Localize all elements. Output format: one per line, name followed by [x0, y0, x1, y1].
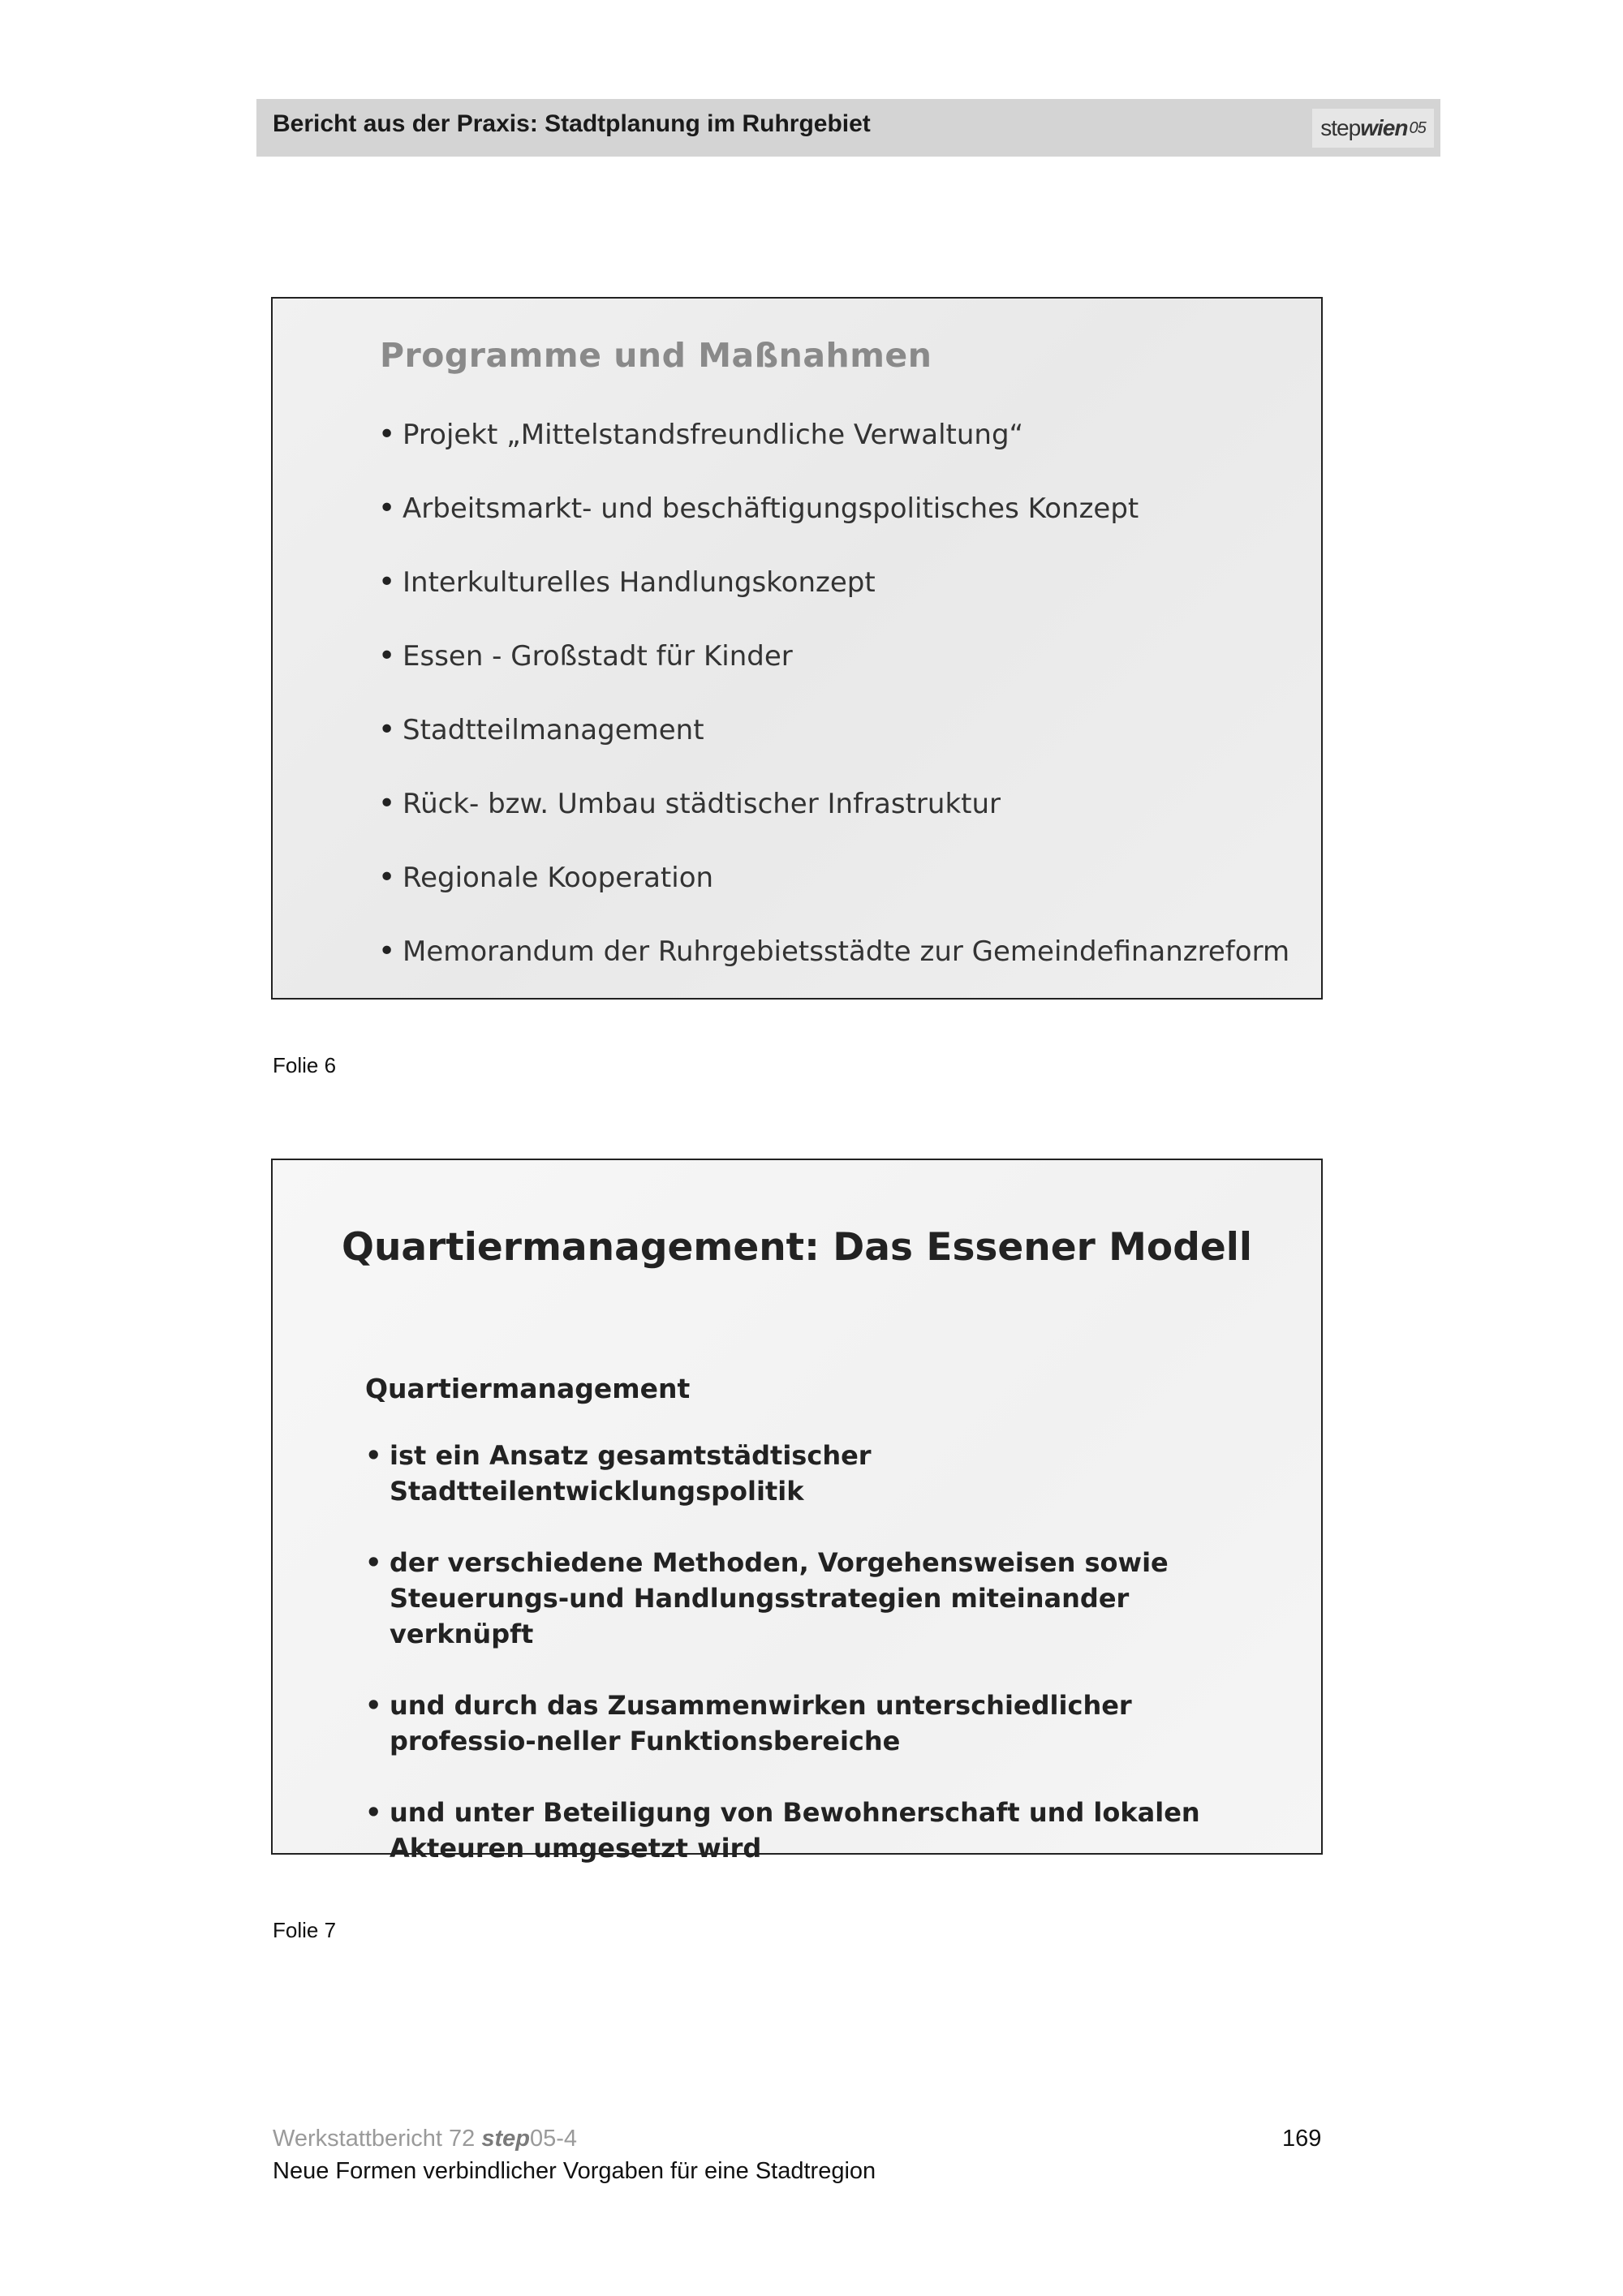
slide-6-bullet-list — [378, 419, 1289, 1009]
slide-7-title: Quartiermanagement: Das Essener Modell — [342, 1225, 1252, 1270]
list-item: • Interkulturelles Handlungskonzept — [378, 566, 1289, 640]
slide-7-bullet-list — [365, 1438, 1274, 1902]
footer-edition: 05-4 — [530, 2126, 578, 2152]
slide-6-caption: Folie 6 — [273, 1053, 337, 1077]
logo-brand: wien — [1360, 115, 1408, 140]
slide-7 — [271, 1159, 1323, 1864]
list-item: • und durch das Zusammenwirken unterschiedlicher professio-neller Funktionsbereiche — [365, 1688, 1274, 1759]
footer-report: Werkstattbericht 72 — [273, 2126, 482, 2152]
slide-7-subtitle: Quartiermanagement — [365, 1373, 691, 1404]
stepwien-logo — [1312, 109, 1434, 148]
list-item: • Projekt „Mittelstandsfreundliche Verwaltung“ — [378, 419, 1289, 492]
footer-subtitle: Neue Formen verbindlicher Vorgaben für eine Stadtregion — [273, 2158, 876, 2184]
footer-report-line — [273, 2126, 577, 2152]
header-title: Bericht aus der Praxis: Stadtplanung im Ruhrgebiet — [273, 110, 871, 137]
list-item: • Memorandum der Ruhrgebietsstädte zur Gemeindefinanzreform — [378, 935, 1289, 1009]
logo-prefix: step — [1320, 115, 1361, 140]
page-header — [256, 99, 1440, 157]
logo-suffix: 05 — [1409, 118, 1426, 137]
list-item: • Regionale Kooperation — [378, 862, 1289, 935]
page-number: 169 — [1282, 2126, 1322, 2152]
slide-6-title: Programme und Maßnahmen — [380, 336, 932, 375]
list-item: • der verschiedene Methoden, Vorgehensweisen sowie Steuerungs-und Handlungsstrategien miteinander verknüpft — [365, 1545, 1274, 1652]
list-item: • und unter Beteiligung von Bewohnerschaft und lokalen Akteuren umgesetzt wird — [365, 1795, 1274, 1866]
slide-6 — [271, 297, 1323, 1000]
list-item: • Arbeitsmarkt- und beschäftigungspolitisches Konzept — [378, 492, 1289, 566]
list-item: • ist ein Ansatz gesamtstädtischer Stadtteilentwicklungspolitik — [365, 1438, 1274, 1509]
slide-7-caption: Folie 7 — [273, 1918, 337, 1942]
list-item: • Stadtteilmanagement — [378, 714, 1289, 788]
list-item: • Rück- bzw. Umbau städtischer Infrastruktur — [378, 788, 1289, 862]
footer-brand: step — [481, 2126, 530, 2152]
list-item: • Essen - Großstadt für Kinder — [378, 640, 1289, 714]
